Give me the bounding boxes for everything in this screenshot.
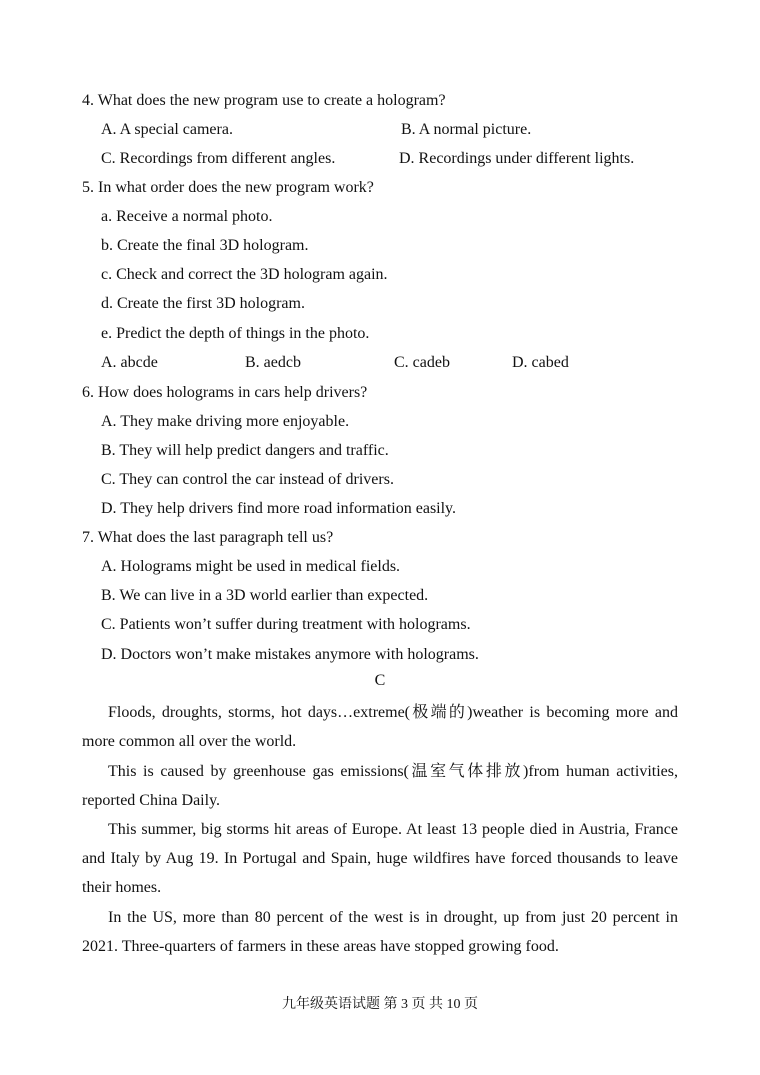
question-5-option-a: A. abcde xyxy=(101,354,158,371)
question-4-option-a: A. A special camera. xyxy=(101,121,233,138)
question-4-option-c: C. Recordings from different angles. xyxy=(101,150,336,167)
passage-paragraph-3-text: This summer, big storms hit areas of Europe. At least 13 people died in Austria, France and Italy by Aug 19. In Portugal and Spain, huge wildfires have forced thousands to leave their homes. xyxy=(82,821,678,896)
question-5-step-c: c. Check and correct the 3D hologram again. xyxy=(101,266,388,283)
question-7-stem: 7. What does the last paragraph tell us? xyxy=(82,529,334,546)
question-7-option-b: B. We can live in a 3D world earlier than expected. xyxy=(101,587,429,604)
page-footer: 九年级英语试题 第 3 页 共 10 页 xyxy=(282,997,478,1012)
question-6-option-c: C. They can control the car instead of drivers. xyxy=(101,471,394,488)
question-4-stem: 4. What does the new program use to create a hologram? xyxy=(82,92,446,109)
question-5-step-d: d. Create the first 3D hologram. xyxy=(101,295,305,312)
question-4-option-b: B. A normal picture. xyxy=(401,121,532,138)
question-7-option-a: A. Holograms might be used in medical fields. xyxy=(101,558,401,575)
question-6-stem: 6. How does holograms in cars help drivers? xyxy=(82,384,368,401)
passage-paragraph-1 xyxy=(82,698,678,756)
question-6-option-a: A. They make driving more enjoyable. xyxy=(101,413,350,430)
question-5-option-b: B. aedcb xyxy=(245,354,301,371)
passage-paragraph-2 xyxy=(82,757,678,815)
question-4-option-d: D. Recordings under different lights. xyxy=(399,150,635,167)
passage-paragraph-2-text: This is caused by greenhouse gas emissions(温室气体排放)from human activities, reported China Daily. xyxy=(82,763,678,809)
section-heading: C xyxy=(374,672,386,689)
passage-paragraph-4-text: In the US, more than 80 percent of the west is in drought, up from just 20 percent in 2021. Three-quarters of farmers in these areas have stopped growing food. xyxy=(82,909,678,955)
question-5-step-e: e. Predict the depth of things in the photo. xyxy=(101,325,370,342)
question-7-option-c: C. Patients won’t suffer during treatment with holograms. xyxy=(101,616,471,633)
question-5-option-d: D. cabed xyxy=(512,354,569,371)
question-6-option-b: B. They will help predict dangers and traffic. xyxy=(101,442,389,459)
question-6-option-d: D. They help drivers find more road information easily. xyxy=(101,500,457,517)
passage-paragraph-3 xyxy=(82,815,678,902)
question-7-option-d: D. Doctors won’t make mistakes anymore with holograms. xyxy=(101,646,479,663)
passage-paragraph-4 xyxy=(82,903,678,961)
question-5-stem: 5. In what order does the new program work? xyxy=(82,179,374,196)
question-5-step-b: b. Create the final 3D hologram. xyxy=(101,237,309,254)
question-5-option-c: C. cadeb xyxy=(394,354,450,371)
passage-paragraph-1-text: Floods, droughts, storms, hot days…extreme(极端的)weather is becoming more and more common all over the world. xyxy=(82,704,678,750)
question-5-step-a: a. Receive a normal photo. xyxy=(101,208,273,225)
